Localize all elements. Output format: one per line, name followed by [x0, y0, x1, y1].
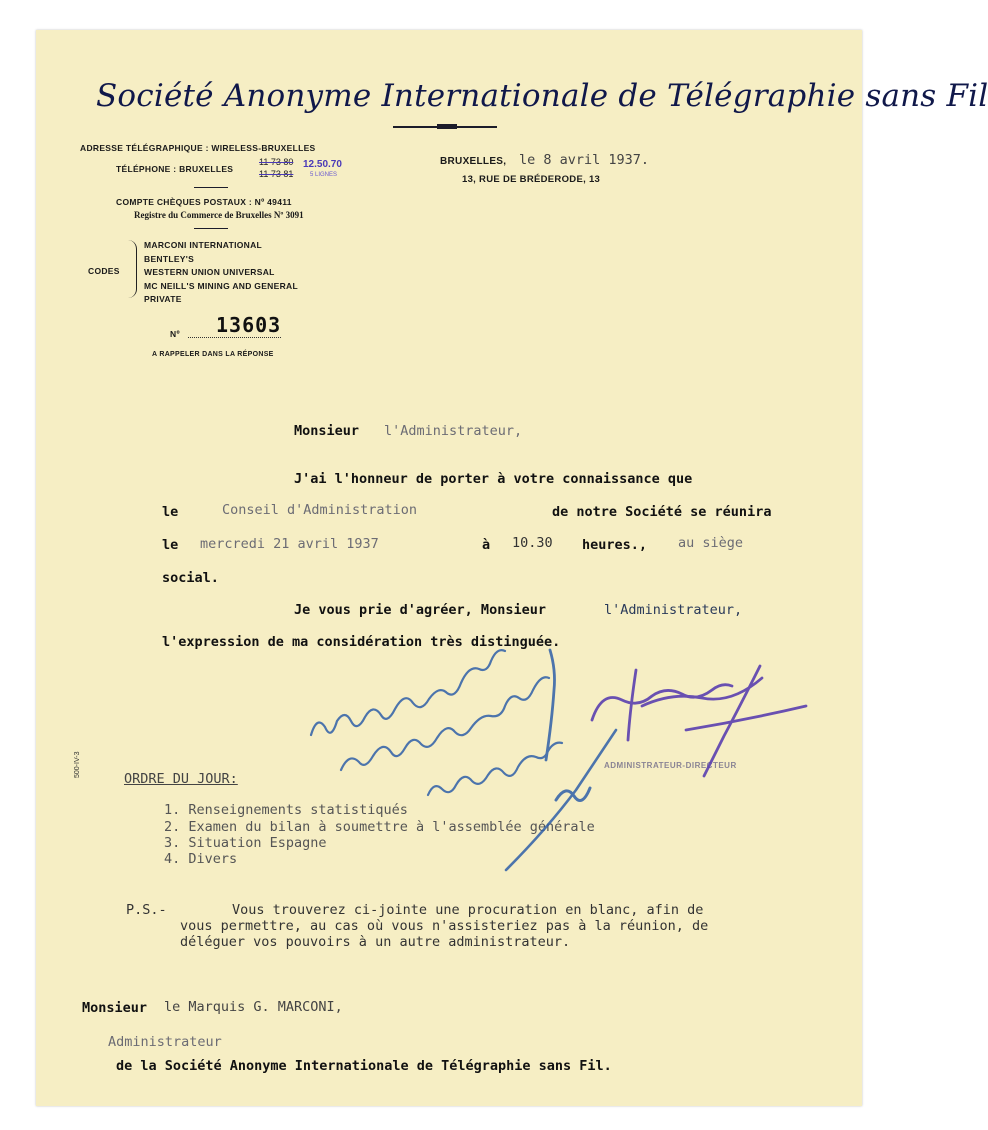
- meeting-time: 10.30: [512, 535, 553, 551]
- closing-line-1: Je vous prie d'agréer, Monsieur: [294, 602, 546, 618]
- body-line-3-hours: heures.,: [582, 537, 648, 553]
- code-item: WESTERN UNION UNIVERSAL: [144, 267, 275, 277]
- agenda-item: 4. Divers: [164, 851, 238, 867]
- meeting-body: Conseil d'Administration: [222, 502, 418, 518]
- telephone-label: TÉLÉPHONE : BRUXELLES: [116, 164, 234, 174]
- meeting-date: mercredi 21 avril 1937: [200, 536, 379, 552]
- telephone-lines-stamp: 5 LIGNES: [310, 172, 338, 178]
- salutation-word: Monsieur: [294, 423, 360, 439]
- signature-stroke: [592, 685, 732, 720]
- street-address: 13, RUE DE BRÉDERODE, 13: [462, 174, 601, 185]
- agenda-item: 2. Examen du bilan à soumettre à l'assemblée générale: [164, 819, 595, 835]
- body-line-4: social.: [162, 570, 219, 586]
- addressee-role: Administrateur: [108, 1034, 222, 1050]
- body-line-1: J'ai l'honneur de porter à votre connaissance que: [294, 471, 693, 487]
- postal-account: COMPTE CHÈQUES POSTAUX : Nº 49411: [116, 197, 292, 207]
- body-line-3-start: le: [162, 537, 179, 553]
- signature-stroke: [686, 706, 806, 730]
- margin-note: 500-IV-3: [74, 751, 81, 778]
- body-line-3-at: à: [482, 537, 491, 553]
- telephone-old-1: 11 73 80: [259, 157, 294, 167]
- letter-date: le 8 avril 1937.: [519, 152, 650, 168]
- addressee-company: de la Société Anonyme Internationale de Télégraphie sans Fil.: [116, 1058, 612, 1074]
- handwriting-stroke: [556, 788, 590, 801]
- code-item: MARCONI INTERNATIONAL: [144, 240, 263, 250]
- closing-title: l'Administrateur,: [604, 602, 743, 618]
- agenda-item: 3. Situation Espagne: [164, 835, 327, 851]
- signature-stroke: [628, 670, 636, 740]
- commerce-register: Registre du Commerce de Bruxelles Nº 3091: [134, 210, 304, 220]
- handwriting-overlay: [36, 30, 988, 1106]
- ref-note: A RAPPELER DANS LA RÉPONSE: [152, 351, 274, 358]
- ref-prefix: Nº: [170, 329, 180, 339]
- code-item: BENTLEY'S: [144, 254, 195, 264]
- code-item: PRIVATE: [144, 294, 182, 304]
- city: BRUXELLES,: [440, 156, 507, 167]
- agenda-item: 1. Renseignements statistiqués: [164, 802, 408, 818]
- director-stamp: ADMINISTRATEUR-DIRECTEUR: [604, 761, 737, 770]
- salutation-title: l'Administrateur,: [384, 423, 523, 439]
- codes-label: CODES: [88, 266, 120, 276]
- agenda-title: ORDRE DU JOUR:: [124, 771, 238, 787]
- postscript-line: déléguer vos pouvoirs à un autre administrateur.: [180, 934, 571, 950]
- postscript-line: vous permettre, au cas où vous n'assisteriez pas à la réunion, de: [180, 918, 709, 934]
- letter-page: [36, 30, 988, 1106]
- body-line-2-start: le: [162, 504, 179, 520]
- handwriting-stroke: [428, 743, 562, 795]
- postscript-line: Vous trouverez ci-jointe une procuration en blanc, afin de: [232, 902, 704, 918]
- addressee-word: Monsieur: [82, 1000, 148, 1016]
- meeting-place: au siège: [678, 535, 744, 551]
- telephone-old-2: 11 73 81: [259, 169, 294, 179]
- handwriting-stroke: [506, 730, 616, 870]
- body-line-2-end: de notre Société se réunira: [552, 504, 772, 520]
- closing-line-2: l'expression de ma considération très distinguée.: [162, 634, 561, 650]
- company-name: Société Anonyme Internationale de Télégraphie sans Fil: [96, 78, 988, 114]
- telegraph-address: ADRESSE TÉLÉGRAPHIQUE : WIRELESS-BRUXELLES: [80, 143, 316, 153]
- postscript-label: P.S.-: [126, 902, 167, 918]
- telephone-new-stamp: 12.50.70: [303, 159, 342, 170]
- addressee-name: le Marquis G. MARCONI,: [164, 999, 343, 1015]
- code-item: MC NEILL'S MINING AND GENERAL: [144, 281, 298, 291]
- ref-number: 13603: [188, 313, 281, 338]
